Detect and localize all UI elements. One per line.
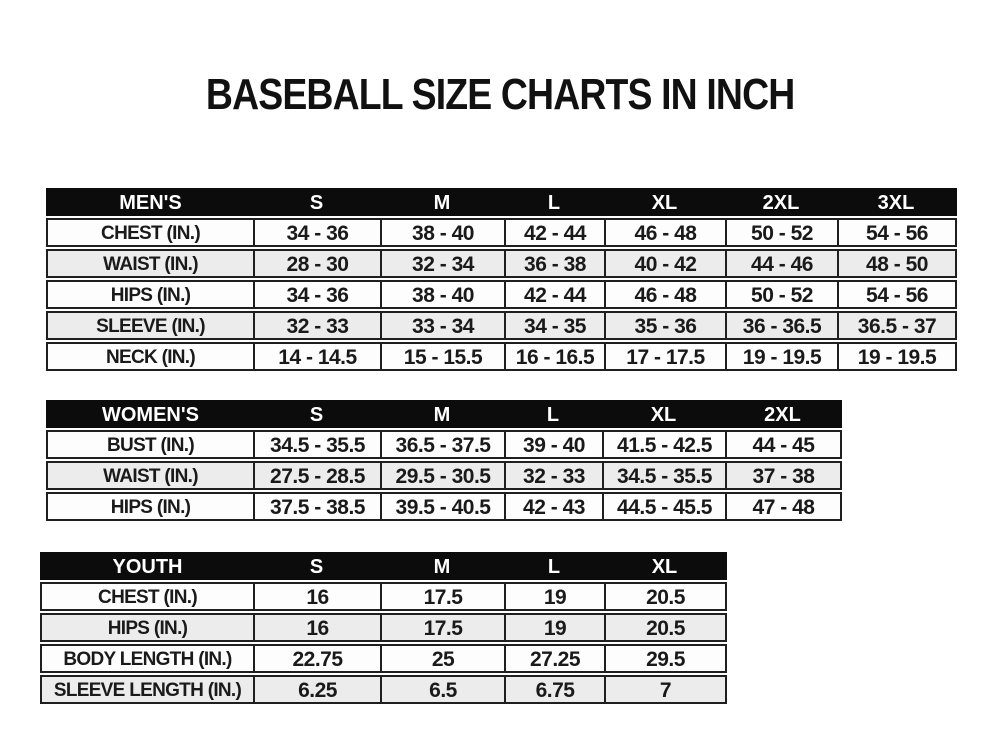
- size-value: 25: [380, 646, 504, 671]
- size-value: 19 - 19.5: [725, 344, 837, 369]
- size-column-header: XL: [650, 403, 677, 426]
- size-value: 29.5: [604, 646, 725, 671]
- row-label: SLEEVE LENGTH (IN.): [53, 679, 242, 701]
- size-column-header: 2XL: [762, 191, 800, 214]
- size-value: 14 - 14.5: [253, 344, 380, 369]
- size-value: 36 - 36.5: [725, 313, 837, 338]
- size-value: 34 - 35: [504, 313, 604, 338]
- size-value: 42 - 43: [504, 494, 602, 519]
- size-value: 27.5 - 28.5: [253, 463, 380, 488]
- row-label: SLEEVE (IN.): [96, 315, 205, 337]
- row-label: HIPS (IN.): [110, 496, 191, 518]
- size-column-header: S: [309, 403, 324, 426]
- row-label: CHEST (IN.): [98, 586, 197, 608]
- table-row: [46, 311, 957, 340]
- size-value: 50 - 52: [725, 282, 837, 307]
- table-row: [46, 249, 957, 278]
- size-value: 46 - 48: [604, 282, 725, 307]
- size-table-womens: [46, 400, 842, 523]
- size-column-header: M: [433, 555, 451, 578]
- size-value: 36 - 38: [504, 251, 604, 276]
- size-value: 32 - 33: [253, 313, 380, 338]
- row-label: HIPS (IN.): [110, 284, 191, 306]
- size-value: 44 - 45: [725, 432, 840, 457]
- table-row: [46, 280, 957, 309]
- size-value: 22.75: [253, 646, 380, 671]
- size-value: 29.5 - 30.5: [380, 463, 504, 488]
- table-row: [46, 461, 842, 490]
- size-value: 42 - 44: [504, 220, 604, 245]
- size-value: 54 - 56: [837, 282, 955, 307]
- table-header-womens: [46, 400, 842, 428]
- size-value: 44 - 46: [725, 251, 837, 276]
- size-column-header: M: [433, 191, 451, 214]
- row-label: BUST (IN.): [107, 434, 194, 456]
- size-value: 17.5: [380, 584, 504, 609]
- size-value: 37 - 38: [725, 463, 840, 488]
- size-value: 28 - 30: [253, 251, 380, 276]
- size-column-header: S: [309, 191, 324, 214]
- page-title: [0, 70, 1000, 120]
- page-title-text: BASEBALL SIZE CHARTS IN INCH: [205, 70, 795, 119]
- size-column-header: 2XL: [764, 403, 801, 426]
- size-value: 39.5 - 40.5: [380, 494, 504, 519]
- table-row: [40, 675, 727, 704]
- size-column-header: S: [309, 555, 324, 578]
- size-value: 54 - 56: [837, 220, 955, 245]
- size-column-header: M: [433, 403, 451, 426]
- size-table-youth: [40, 552, 727, 706]
- size-value: 32 - 34: [380, 251, 504, 276]
- size-value: 20.5: [604, 584, 725, 609]
- size-value: 38 - 40: [380, 282, 504, 307]
- size-value: 36.5 - 37: [837, 313, 955, 338]
- size-value: 34 - 36: [253, 220, 380, 245]
- row-label: BODY LENGTH (IN.): [63, 648, 232, 670]
- table-title-cell: YOUTH: [112, 555, 183, 578]
- size-value: 50 - 52: [725, 220, 837, 245]
- size-value: 16: [253, 615, 380, 640]
- size-value: 6.75: [504, 677, 604, 702]
- table-row: [46, 218, 957, 247]
- table-row: [40, 582, 727, 611]
- table-row: [46, 492, 842, 521]
- table-title-cell: WOMEN'S: [102, 403, 199, 426]
- row-label: CHEST (IN.): [101, 222, 200, 244]
- size-value: 6.5: [380, 677, 504, 702]
- table-header-mens: [46, 188, 957, 216]
- size-value: 27.25: [504, 646, 604, 671]
- size-value: 38 - 40: [380, 220, 504, 245]
- size-value: 16: [253, 584, 380, 609]
- size-value: 17.5: [380, 615, 504, 640]
- size-table-mens: [46, 188, 957, 373]
- size-value: 40 - 42: [604, 251, 725, 276]
- size-value: 48 - 50: [837, 251, 955, 276]
- size-value: 34.5 - 35.5: [253, 432, 380, 457]
- size-value: 20.5: [604, 615, 725, 640]
- size-value: 15 - 15.5: [380, 344, 504, 369]
- table-row: [40, 644, 727, 673]
- table-row: [46, 430, 842, 459]
- row-label: HIPS (IN.): [107, 617, 188, 639]
- size-value: 36.5 - 37.5: [380, 432, 504, 457]
- size-value: 39 - 40: [504, 432, 602, 457]
- size-column-header: XL: [651, 555, 678, 578]
- table-header-youth: [40, 552, 727, 580]
- size-value: 16 - 16.5: [504, 344, 604, 369]
- size-value: 34 - 36: [253, 282, 380, 307]
- size-value: 6.25: [253, 677, 380, 702]
- row-label: NECK (IN.): [105, 346, 196, 368]
- size-value: 19: [504, 584, 604, 609]
- size-value: 32 - 33: [504, 463, 602, 488]
- size-value: 17 - 17.5: [604, 344, 725, 369]
- size-value: 46 - 48: [604, 220, 725, 245]
- size-column-header: L: [547, 555, 561, 578]
- table-row: [46, 342, 957, 371]
- table-row: [40, 613, 727, 642]
- size-value: 34.5 - 35.5: [602, 463, 725, 488]
- size-value: 42 - 44: [504, 282, 604, 307]
- row-label: WAIST (IN.): [103, 253, 198, 275]
- size-value: 33 - 34: [380, 313, 504, 338]
- size-value: 7: [604, 677, 725, 702]
- size-value: 41.5 - 42.5: [602, 432, 725, 457]
- size-value: 47 - 48: [725, 494, 840, 519]
- size-value: 37.5 - 38.5: [253, 494, 380, 519]
- size-column-header: 3XL: [877, 191, 915, 214]
- table-title-cell: MEN'S: [119, 191, 182, 214]
- size-value: 44.5 - 45.5: [602, 494, 725, 519]
- size-column-header: XL: [651, 191, 678, 214]
- size-column-header: L: [547, 191, 561, 214]
- size-value: 19: [504, 615, 604, 640]
- row-label: WAIST (IN.): [103, 465, 198, 487]
- size-column-header: L: [546, 403, 560, 426]
- size-value: 35 - 36: [604, 313, 725, 338]
- size-value: 19 - 19.5: [837, 344, 955, 369]
